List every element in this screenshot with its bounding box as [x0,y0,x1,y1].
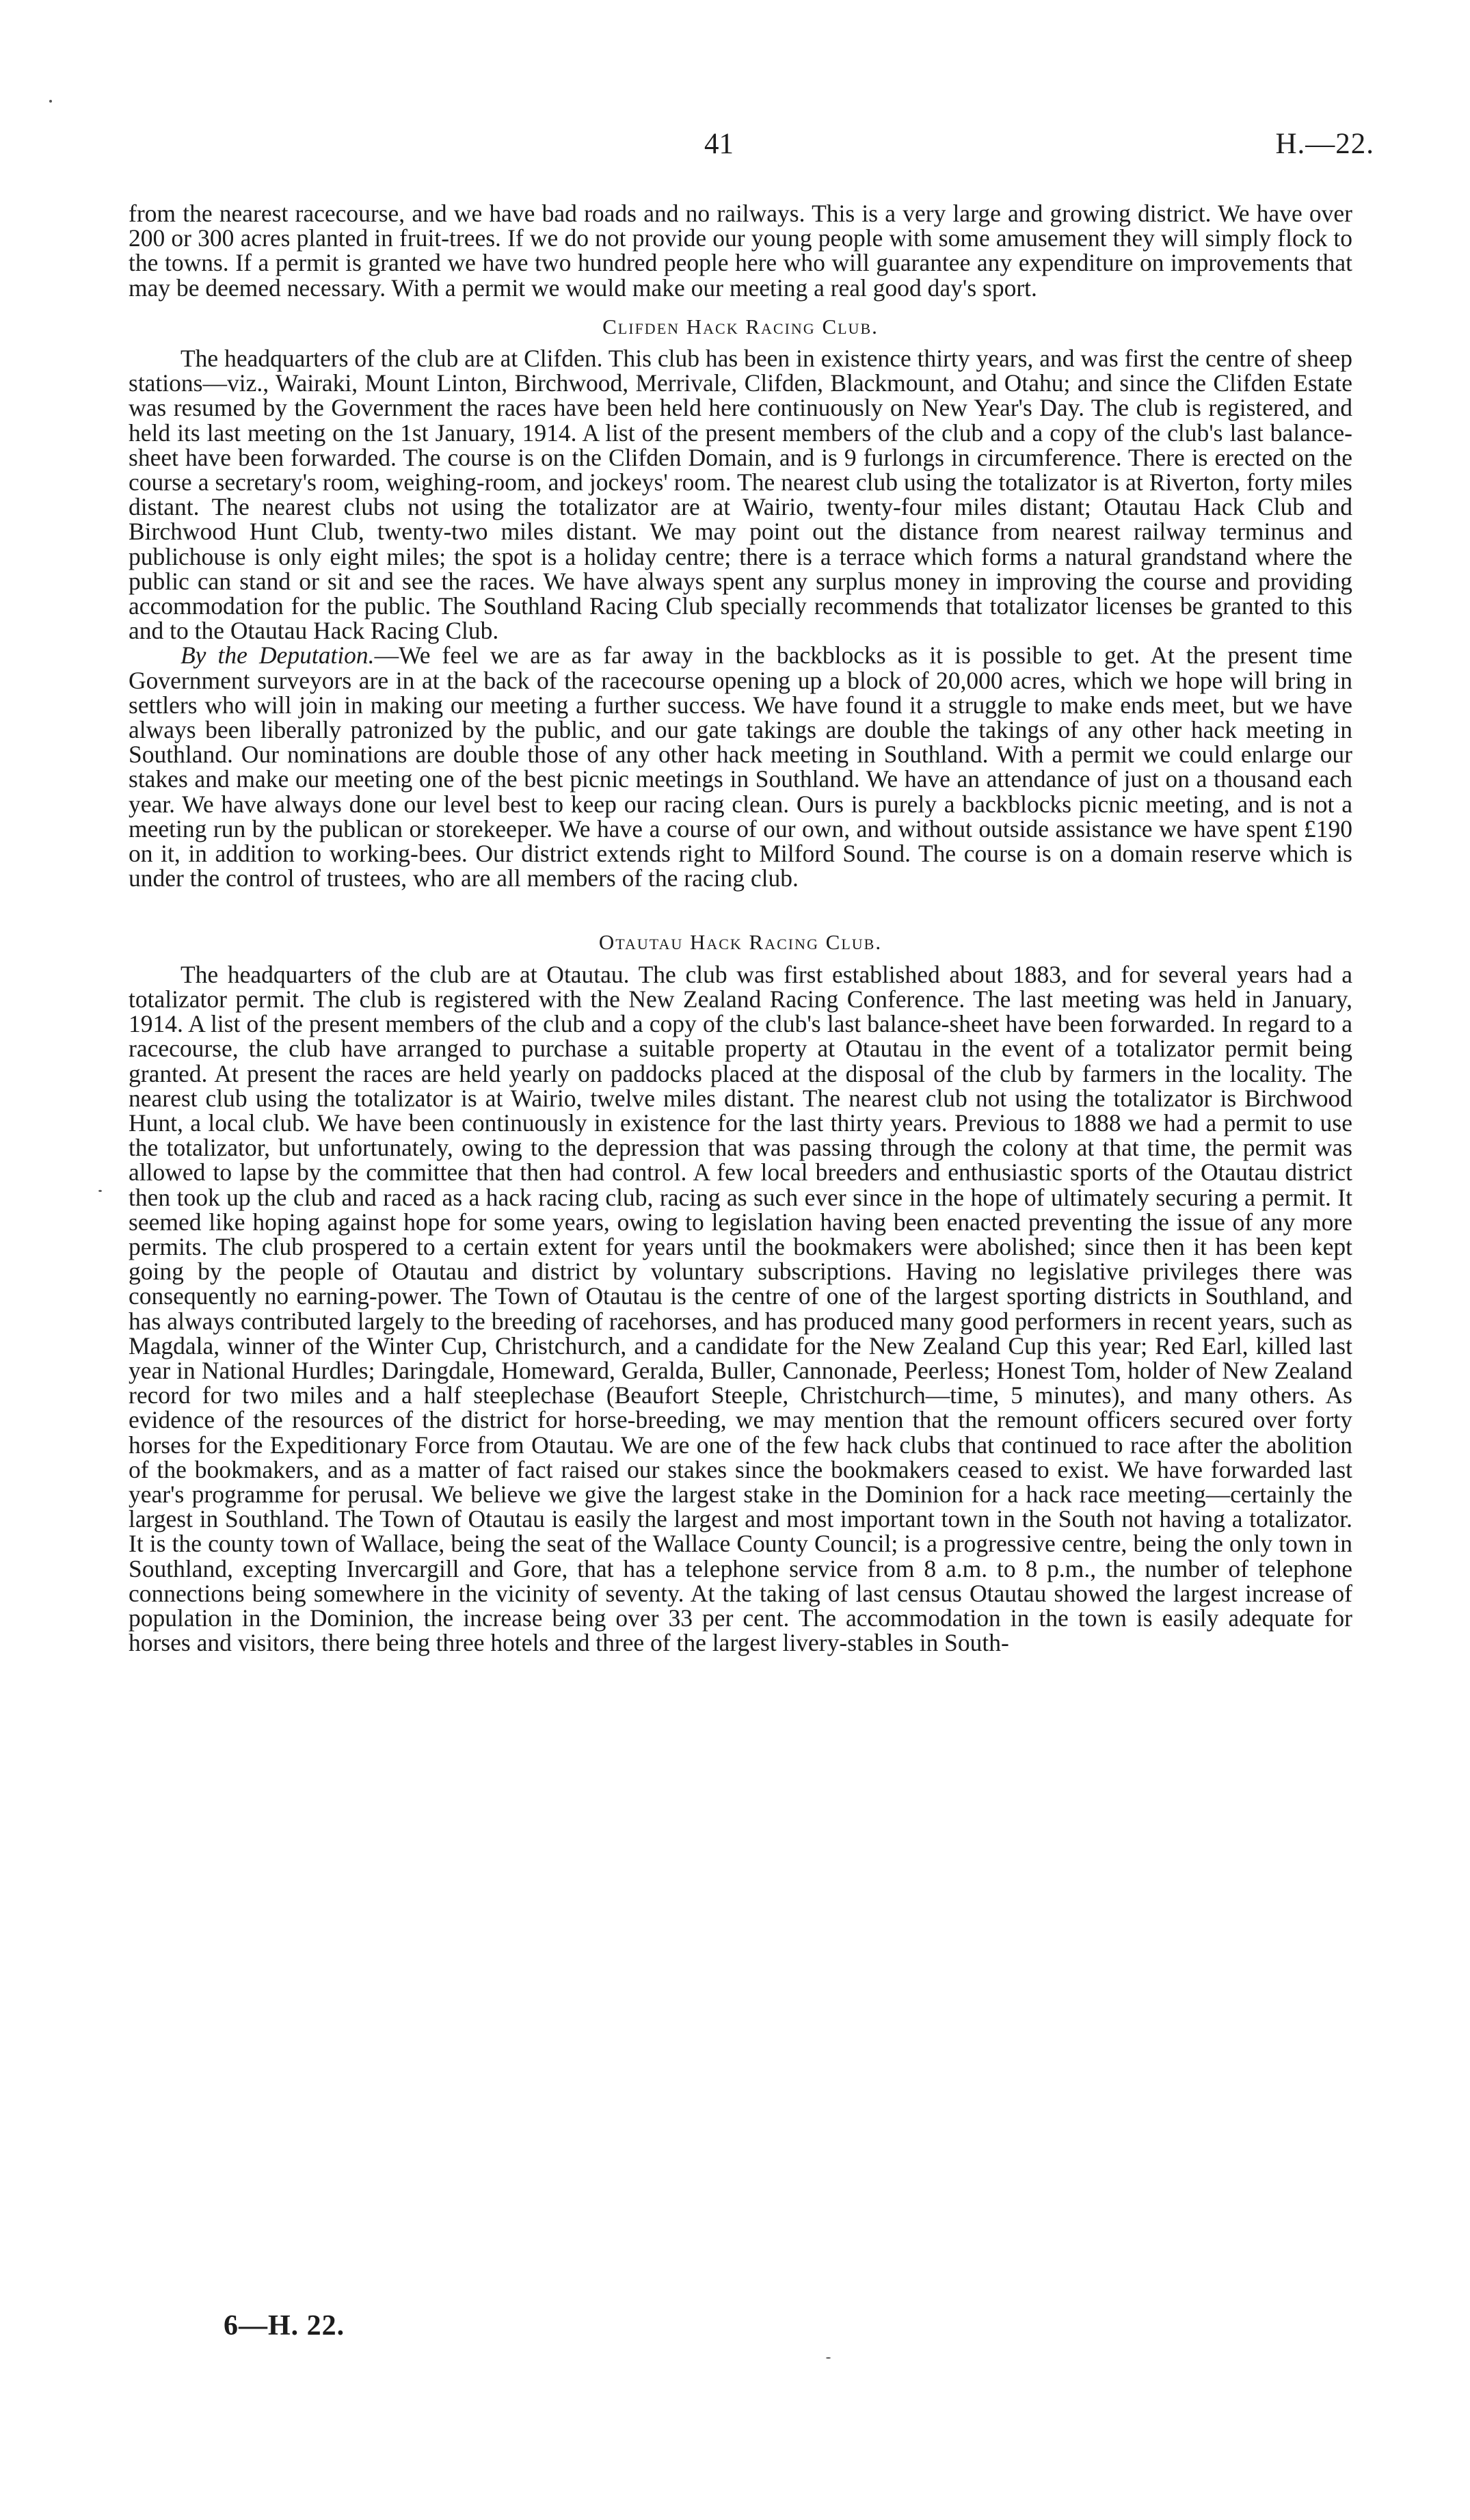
section-otautau [129,930,1352,1655]
paragraph [129,962,1352,1656]
scan-speck [49,100,52,103]
signature-mark: 6—H. 22. [224,2310,345,2342]
paragraph-text: The headquarters of the club are at Otautau. The club was first established about 1883, and for several years had a totalizator permit. The club is registered with the New Zealand Racing Conference. The last meeting was held in January, 1914. A list of the present members of the club and a copy of the club's last balance-sheet have been forwarded. In regard to a racecourse, the club have arranged to purchase a suitable property at Otautau in the event of a totalizator permit being granted. At present the races are held yearly on paddocks placed at the disposal of the club by farmers in the locality. The nearest club using the totalizator is at Wairio, twelve miles distant. The nearest club not using the totalizator is Birchwood Hunt, a local club. We have been continuously in existence for the last thirty years. Previous to 1888 we had a permit to use the totalizator, but unfortunately, owing to the depression that was passing through the colony at that time, the permit was allowed to lapse by the committee that then had control. A few local breeders and enthusiastic sports of the Otautau district then took up the club and raced as a hack racing club, racing as such ever since in the hope of ultimately securing a permit. It seemed like hoping against hope for some years, owing to legislation having been enacted preventing the issue of any more permits. The club prospered to a certain extent for years until the bookmakers were abolished; since then it has been kept going by the people of Otautau and district by voluntary subscriptions. Having no legislative privileges there was consequently no earning-power. The Town of Otautau is the centre of one of the largest sporting districts in Southland, and has always contributed largely to the breeding of racehorses, and has produced many good performers in recent years, such as Magdala, winner of the Winter Cup, Christchurch, and a candidate for the New Zealand Cup this year; Red Earl, killed last year in National Hurdles; Daringdale, Homeward, Geralda, Buller, Cannonade, Peerless; Honest Tom, holder of New Zealand record for two miles and a half steeplechase (Beaufort Steeple, Christchurch—time, 5 minutes), and many others. As evidence of the resources of the district for horse-breeding, we may mention that the remount officers secured over forty horses for the Expeditionary Force from Otautau. We are one of the few hack clubs that continued to race after the abolition of the bookmakers, and as a matter of fact raised our stakes since the bookmakers ceased to exist. We have forwarded last year's programme for perusal. We believe we give the largest stake in the Dominion for a hack race meeting—certainly the largest in Southland. The Town of Otautau is easily the largest and most important town in the South not having a totalizator. It is the county town of Wallace, being the seat of the Wallace County Council; is a progressive centre, being the only town in Southland, excepting Invercargill and Gore, that has a telephone service from 8 a.m. to 8 p.m., the number of telephone connections being somewhere in the vicinity of seventy. At the taking of last census Otautau showed the largest increase of population in the Dominion, the increase being over 33 per cent. The accommodation in the town is easily adequate for horses and visitors, there being three hotels and three of the largest livery-stables in South- [129,960,1352,1657]
paragraph-text: —We feel we are as far away in the backblocks as it is possible to get. At the present time Government surveyors are in at the back of the racecourse opening up a block of 20,000 acres, which we hope will bring in settlers who will join in making our meeting a further success. We have found it a struggle to make ends meet, but we have always been liberally patronized by the public, and our gate takings are double the takings of any other hack meeting in Southland. Our nominations are double those of any other hack meeting in Southland. With a permit we could enlarge our stakes and make our meeting one of the best picnic meetings in Southland. We have an attendance of just on a thousand each year. We have always done our level best to keep our racing clean. Ours is purely a backblocks picnic meeting, and is not a meeting run by the publican or storekeeper. We have a course of our own, and without outside assistance we have spent £190 on it, in addition to working-bees. Our district extends right to Milford Sound. The course is on a domain reserve which is under the control of trustees, who are all members of the racing club. [129,641,1352,892]
section-clifden [129,315,1352,891]
document-reference: H.—22. [1275,128,1374,160]
section-heading: Clifden Hack Racing Club. [602,314,879,339]
body-text [129,201,1352,1655]
paragraph-lead: By the Deputation. [181,641,375,669]
scan-speck [98,1190,102,1192]
section-continuation [129,201,1352,300]
section-heading: Otautau Hack Racing Club. [598,930,883,955]
page-header [0,127,1470,168]
scan-speck [826,2357,831,2359]
paragraph [129,201,1352,300]
paragraph-text: from the nearest racecourse, and we have bad roads and no railways. This is a very large and growing district. We have over 200 or 300 acres planted in fruit-trees. If we do not provide our young people with some amusement they will simply flock to the towns. If a permit is granted we have two hundred people here who will guarantee any expenditure on improvements that may be deemed necessary. With a permit we would make our meeting a real good day's sport. [129,200,1352,302]
paragraph [129,346,1352,643]
paragraph-text: The headquarters of the club are at Clifden. This club has been in existence thirty years, and was first the centre of sheep stations—viz., Wairaki, Mount Linton, Birchwood, Merrivale, Clifden, Blackmount, and Otahu; and since the Clifden Estate was resumed by the Government the races have been held here continuously on New Year's Day. The club is registered, and held its last meeting on the 1st January, 1914. A list of the present members of the club and a copy of the club's last balance-sheet have been forwarded. The course is on the Clifden Domain, and is 9 furlongs in circumference. There is erected on the course a secretary's room, weighing-room, and jockeys' room. The nearest club using the totalizator is at Riverton, forty miles distant. The nearest clubs not using the totalizator are at Wairio, twenty-four miles distant; Otautau Hack Club and Birchwood Hunt Club, twenty-two miles distant. We may point out the distance from nearest railway terminus and publichouse is only eight miles; the spot is a holiday centre; there is a terrace which forms a natural grandstand where the public can stand or sit and see the races. We have always spent any surplus money in improving the course and providing accommodation for the public. The Southland Racing Club specially recommends that totalizator licenses be granted to this and to the Otautau Hack Racing Club. [129,345,1352,645]
paragraph [129,643,1352,890]
page-number: 41 [704,128,734,160]
